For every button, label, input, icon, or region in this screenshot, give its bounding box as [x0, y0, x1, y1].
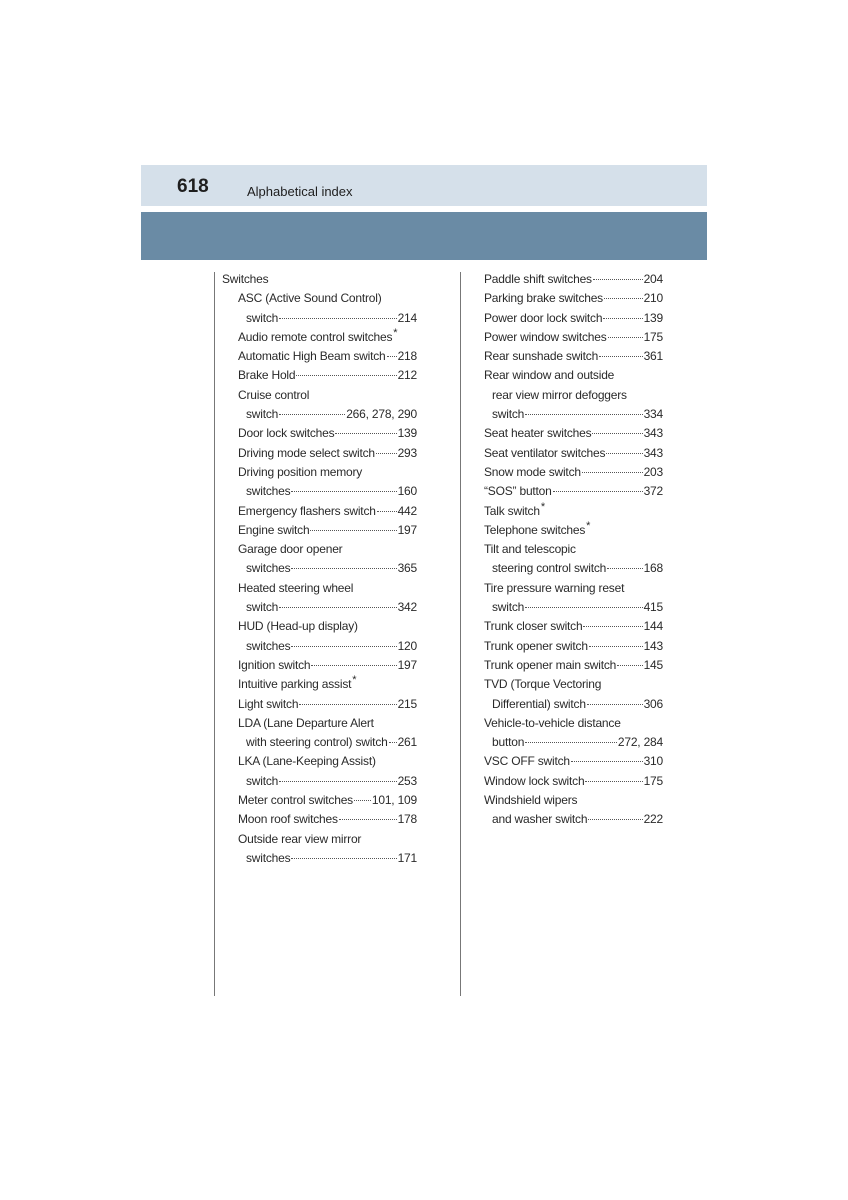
- index-entry: [484, 810, 663, 829]
- index-entry-text: rear view mirror defoggers: [492, 387, 627, 402]
- dot-leader: [335, 432, 396, 434]
- index-entry-text: Switches: [222, 272, 269, 286]
- index-entry-text: and washer switch: [492, 812, 588, 827]
- dot-leader: [387, 355, 397, 357]
- page-reference[interactable]: 101, 109: [371, 793, 417, 808]
- index-entry: [222, 752, 417, 771]
- index-entry: [222, 617, 417, 636]
- index-entry-text: Cruise control: [238, 387, 310, 402]
- dot-leader: [354, 799, 371, 801]
- index-entry-text: Ignition switch: [238, 657, 311, 672]
- dot-leader: [311, 664, 396, 666]
- index-entry: [222, 675, 417, 694]
- index-entry: [484, 733, 663, 752]
- page-reference[interactable]: 415: [643, 600, 663, 615]
- index-entry-text: Differential) switch: [492, 696, 586, 711]
- section-band: [141, 212, 707, 260]
- dot-leader: [339, 818, 397, 820]
- page-reference[interactable]: 343: [643, 426, 663, 441]
- dot-leader: [525, 413, 642, 415]
- page-reference[interactable]: 204: [643, 272, 663, 286]
- index-entry-text: Window lock switch: [484, 773, 585, 788]
- index-entry-text: with steering control) switch: [246, 735, 388, 750]
- index-column-left: [222, 270, 417, 868]
- index-entry-text: Power window switches: [484, 329, 607, 344]
- index-entry-text: switch: [246, 773, 279, 788]
- index-entry-text: Seat heater switches: [484, 426, 592, 441]
- index-entry-text: Brake Hold: [238, 368, 296, 383]
- index-entry-text: LKA (Lane-Keeping Assist): [238, 754, 376, 769]
- dot-leader: [608, 336, 643, 338]
- page-reference[interactable]: 253: [397, 773, 417, 788]
- index-entry: [222, 366, 417, 385]
- dot-leader: [291, 857, 396, 859]
- page-reference[interactable]: 261: [397, 735, 417, 750]
- page-reference[interactable]: 144: [643, 619, 663, 634]
- dot-leader: [377, 510, 397, 512]
- dot-leader: [585, 780, 642, 782]
- index-entry: [222, 830, 417, 849]
- dot-leader: [571, 760, 643, 762]
- page-reference[interactable]: 178: [397, 812, 417, 827]
- index-entry-text: Parking brake switches: [484, 291, 603, 306]
- index-entry: [484, 289, 663, 308]
- index-entry: [484, 521, 663, 540]
- middle-column-rule: [460, 272, 461, 996]
- index-entry-text: Door lock switches: [238, 426, 335, 441]
- index-entry-text: LDA (Lane Departure Alert: [238, 715, 374, 730]
- index-entry: [484, 328, 663, 347]
- index-entry: [222, 289, 417, 308]
- index-entry-text: TVD (Torque Vectoring: [484, 677, 602, 692]
- index-entry-text: Seat ventilator switches: [484, 445, 606, 460]
- page-reference[interactable]: 175: [643, 329, 663, 344]
- index-entry: [484, 386, 663, 405]
- index-entry: [222, 502, 417, 521]
- dot-leader: [617, 664, 642, 666]
- index-entry: [222, 328, 417, 347]
- page-reference[interactable]: 342: [397, 600, 417, 615]
- index-entry: [484, 656, 663, 675]
- index-entry-text: switches: [246, 638, 291, 653]
- dot-leader: [553, 490, 643, 492]
- page-reference[interactable]: 145: [643, 657, 663, 672]
- dot-leader: [296, 374, 396, 376]
- index-entry-text: Tilt and telescopic: [484, 542, 576, 557]
- index-entry: [484, 579, 663, 598]
- page-reference[interactable]: 218: [397, 349, 417, 364]
- dot-leader: [291, 567, 396, 569]
- dot-leader: [525, 741, 617, 743]
- index-entry-text: Rear window and outside: [484, 368, 615, 383]
- index-entry-text: Heated steering wheel: [238, 580, 354, 595]
- index-entry-text: Trunk opener switch: [484, 638, 588, 653]
- dot-leader: [525, 606, 642, 608]
- index-entry-text: Paddle shift switches: [484, 272, 592, 286]
- footnote-asterisk: *: [540, 500, 545, 513]
- index-entry: [484, 695, 663, 714]
- page-reference[interactable]: 365: [397, 561, 417, 576]
- index-entry: [222, 579, 417, 598]
- index-entry: [222, 598, 417, 617]
- index-entry-text: Rear sunshade switch: [484, 349, 599, 364]
- index-entry: [222, 810, 417, 829]
- index-entry: [484, 347, 663, 366]
- index-entry: [222, 482, 417, 501]
- index-entry-text: switches: [246, 484, 291, 499]
- index-entry: [222, 849, 417, 868]
- page-reference[interactable]: 210: [643, 291, 663, 306]
- index-entry-text: Windshield wipers: [484, 793, 578, 808]
- index-entry-text: Light switch: [238, 696, 299, 711]
- index-entry: [222, 463, 417, 482]
- index-entry: [484, 598, 663, 617]
- index-entry-text: switch: [246, 600, 279, 615]
- index-entry-text: steering control switch: [492, 561, 607, 576]
- index-entry: [484, 714, 663, 733]
- index-entry: [222, 347, 417, 366]
- dot-leader: [603, 317, 642, 319]
- page-reference[interactable]: 143: [643, 638, 663, 653]
- index-entry: [484, 675, 663, 694]
- footnote-asterisk: *: [352, 674, 357, 687]
- page-reference[interactable]: 334: [643, 407, 663, 422]
- index-entry-text: Moon roof switches: [238, 812, 338, 827]
- header-bar: [141, 165, 707, 206]
- index-entry: [484, 463, 663, 482]
- index-entry: [484, 366, 663, 385]
- page-reference[interactable]: 214: [397, 310, 417, 325]
- index-entry-text: switch: [492, 407, 525, 422]
- page-reference[interactable]: 175: [643, 773, 663, 788]
- dot-leader: [583, 625, 642, 627]
- index-entry-text: switch: [246, 407, 279, 422]
- dot-leader: [310, 529, 396, 531]
- index-entry-text: switches: [246, 561, 291, 576]
- index-entry: [222, 791, 417, 810]
- index-entry-text: Trunk closer switch: [484, 619, 583, 634]
- page-number: 618: [177, 176, 209, 197]
- dot-leader: [291, 490, 396, 492]
- index-entry: [484, 791, 663, 810]
- index-entry-text: Vehicle-to-vehicle distance: [484, 715, 621, 730]
- footnote-asterisk: *: [393, 326, 398, 339]
- index-entry: [222, 695, 417, 714]
- section-title: Alphabetical index: [247, 184, 353, 199]
- index-entry: [222, 637, 417, 656]
- index-entry-text: Outside rear view mirror: [238, 831, 362, 846]
- dot-leader: [599, 355, 643, 357]
- dot-leader: [606, 452, 642, 454]
- page-reference[interactable]: 372: [643, 484, 663, 499]
- page-reference[interactable]: 160: [397, 484, 417, 499]
- index-entry-text: Power door lock switch: [484, 310, 603, 325]
- page-reference[interactable]: 266, 278, 290: [346, 407, 417, 422]
- page-reference[interactable]: 120: [397, 638, 417, 653]
- index-entry: [484, 772, 663, 791]
- index-entry: [484, 424, 663, 443]
- index-entry: [222, 270, 417, 289]
- index-entry: [222, 733, 417, 752]
- page-reference[interactable]: 272, 284: [617, 735, 663, 750]
- index-entry-text: Engine switch: [238, 522, 310, 537]
- index-entry-text: Intuitive parking assist: [238, 677, 352, 692]
- index-entry: [484, 309, 663, 328]
- page-reference[interactable]: 203: [643, 464, 663, 479]
- page-reference[interactable]: 168: [643, 561, 663, 576]
- page-reference[interactable]: 197: [397, 522, 417, 537]
- dot-leader: [279, 317, 396, 319]
- index-entry-text: HUD (Head-up display): [238, 619, 358, 634]
- dot-leader: [589, 645, 643, 647]
- index-entry: [484, 752, 663, 771]
- index-entry: [484, 637, 663, 656]
- index-entry: [484, 502, 663, 521]
- page-reference[interactable]: 212: [397, 368, 417, 383]
- page-reference[interactable]: 361: [643, 349, 663, 364]
- index-entry-text: switches: [246, 850, 291, 865]
- index-entry-text: switch: [246, 310, 279, 325]
- index-entry-text: Driving position memory: [238, 464, 363, 479]
- index-entry-text: Tire pressure warning reset: [484, 580, 625, 595]
- page-reference[interactable]: 197: [397, 657, 417, 672]
- page-reference[interactable]: 310: [643, 754, 663, 769]
- page-reference[interactable]: 171: [397, 850, 417, 865]
- index-entry: [222, 521, 417, 540]
- dot-leader: [299, 703, 396, 705]
- index-entry-text: Emergency flashers switch: [238, 503, 376, 518]
- index-entry: [484, 405, 663, 424]
- index-entry: [222, 656, 417, 675]
- index-entry: [484, 482, 663, 501]
- dot-leader: [582, 471, 643, 473]
- index-entry: [484, 444, 663, 463]
- left-column-rule: [214, 272, 215, 996]
- dot-leader: [604, 297, 643, 299]
- dot-leader: [376, 452, 397, 454]
- index-entry: [222, 386, 417, 405]
- page-reference[interactable]: 306: [643, 696, 663, 711]
- index-entry-text: Snow mode switch: [484, 464, 581, 479]
- page-reference[interactable]: 139: [643, 310, 663, 325]
- dot-leader: [607, 567, 642, 569]
- index-entry-text: Meter control switches: [238, 793, 353, 808]
- index-entry-text: Trunk opener main switch: [484, 657, 617, 672]
- dot-leader: [593, 278, 643, 280]
- index-entry-text: Talk switch: [484, 503, 540, 518]
- index-entry: [222, 772, 417, 791]
- dot-leader: [291, 645, 396, 647]
- index-entry-text: Garage door opener: [238, 542, 343, 557]
- page-reference[interactable]: 293: [397, 445, 417, 460]
- index-entry: [484, 559, 663, 578]
- index-entry: [484, 617, 663, 636]
- index-entry: [222, 405, 417, 424]
- index-entry: [222, 714, 417, 733]
- index-entry: [222, 309, 417, 328]
- page-reference[interactable]: 139: [397, 426, 417, 441]
- dot-leader: [389, 741, 397, 743]
- dot-leader: [587, 703, 643, 705]
- index-entry-text: Automatic High Beam switch: [238, 349, 386, 364]
- index-entry: [484, 540, 663, 559]
- index-entry: [222, 559, 417, 578]
- index-column-right: [484, 270, 663, 830]
- index-entry-text: Audio remote control switches: [238, 329, 393, 344]
- index-entry-text: switch: [492, 600, 525, 615]
- footnote-asterisk: *: [586, 519, 591, 532]
- index-entry: [484, 270, 663, 289]
- index-entry-text: button: [492, 735, 525, 750]
- index-entry-text: ASC (Active Sound Control): [238, 291, 382, 306]
- index-entry-text: VSC OFF switch: [484, 754, 570, 769]
- index-entry: [222, 444, 417, 463]
- page-reference[interactable]: 222: [643, 812, 663, 827]
- dot-leader: [592, 432, 642, 434]
- dot-leader: [588, 818, 642, 820]
- dot-leader: [279, 606, 396, 608]
- index-entry: [222, 540, 417, 559]
- index-entry: [222, 424, 417, 443]
- index-entry-text: “SOS” button: [484, 484, 552, 499]
- index-entry-text: Driving mode select switch: [238, 445, 375, 460]
- dot-leader: [279, 413, 345, 415]
- index-entry-text: Telephone switches: [484, 522, 586, 537]
- page-reference[interactable]: 343: [643, 445, 663, 460]
- dot-leader: [279, 780, 396, 782]
- page-reference[interactable]: 442: [397, 503, 417, 518]
- page-reference[interactable]: 215: [397, 696, 417, 711]
